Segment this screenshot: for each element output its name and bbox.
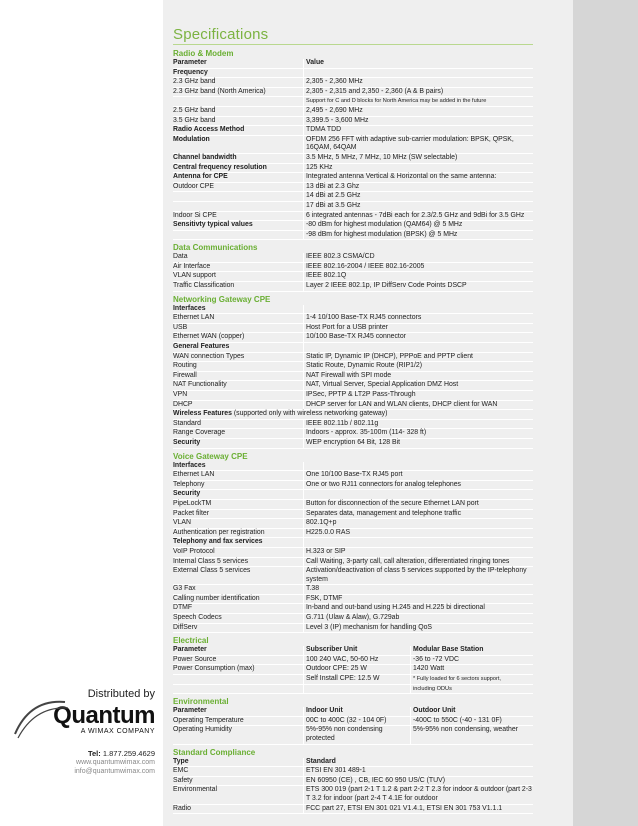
table-cell: DTMF bbox=[173, 604, 193, 612]
table-cell: -400C to 550C (-40 - 131 0F) bbox=[410, 717, 533, 726]
table-header-row bbox=[173, 646, 533, 656]
table-row bbox=[173, 164, 533, 174]
section-title: Radio & Modem bbox=[173, 49, 234, 58]
table-row bbox=[173, 585, 533, 595]
table-cell: WEP encryption 64 Bit, 128 Bit bbox=[303, 439, 533, 448]
table-row bbox=[173, 107, 533, 117]
table-row bbox=[173, 558, 533, 568]
table-cell: Sensitivty typical values bbox=[173, 221, 253, 229]
table-cell bbox=[173, 192, 303, 201]
table-cell: Separates data, management and telephone traffic bbox=[303, 510, 533, 519]
table-row bbox=[173, 777, 533, 787]
wireless-features-cell bbox=[173, 410, 533, 419]
distributed-by-label: Distributed by bbox=[87, 688, 155, 700]
table-cell: General Features bbox=[173, 343, 230, 351]
table-cell: Ethernet WAN (copper) bbox=[173, 333, 245, 341]
table-cell: 3,399.5 - 3,600 MHz bbox=[303, 117, 533, 126]
table-row bbox=[173, 510, 533, 520]
table-row bbox=[173, 614, 533, 624]
table-cell bbox=[173, 202, 303, 211]
table-row bbox=[173, 221, 533, 231]
table-cell: 2.3 GHz band bbox=[173, 78, 216, 86]
table-cell: H225.0.0 RAS bbox=[303, 529, 533, 538]
table-cell: 10/100 Base-TX RJ45 connector bbox=[303, 333, 533, 342]
table-cell: One or two RJ11 connectors for analog telephones bbox=[303, 481, 533, 490]
header-cell: Indoor Unit bbox=[303, 707, 410, 716]
header-cell: Subscriber Unit bbox=[303, 646, 410, 655]
table-row bbox=[173, 726, 533, 744]
table-cell: Interfaces bbox=[173, 304, 206, 312]
table-cell: Operating Humidity bbox=[173, 726, 232, 734]
table-row bbox=[173, 231, 533, 241]
tel-number: 1.877.259.4629 bbox=[102, 749, 155, 758]
section-title: Electrical bbox=[173, 636, 209, 646]
table-cell: Level 3 (IP) mechanism for handling QoS bbox=[303, 624, 533, 633]
table-cell: Outdoor CPE bbox=[173, 182, 214, 190]
table-cell: Static Route, Dynamic Route (RIP1/2) bbox=[303, 362, 533, 371]
table-cell: VoIP Protocol bbox=[173, 547, 215, 555]
table-cell: 1-4 10/100 Base-TX RJ45 connectors bbox=[303, 314, 533, 323]
table-row bbox=[173, 272, 533, 282]
table-cell: IPSec, PPTP & LT2P Pass-Through bbox=[303, 391, 533, 400]
table-row bbox=[173, 391, 533, 401]
table-row bbox=[173, 420, 533, 430]
table-cell: Security bbox=[173, 490, 201, 498]
table-cell: 5%-95% non condensing protected bbox=[303, 726, 410, 743]
table-cell: Interfaces bbox=[173, 461, 206, 469]
table-cell: Layer 2 IEEE 802.1p, IP DiffServ Code Points DSCP bbox=[303, 282, 533, 291]
table-cell: Host Port for a USB printer bbox=[303, 324, 533, 333]
table-row bbox=[173, 305, 533, 315]
table-row bbox=[173, 548, 533, 558]
table-row bbox=[173, 500, 533, 510]
table-cell: Air Interface bbox=[173, 262, 211, 270]
table-cell: IEEE 802.3 CSMA/CD bbox=[303, 253, 533, 262]
section-title: Data Communications bbox=[173, 243, 258, 253]
table-row bbox=[173, 343, 533, 353]
table-row bbox=[173, 192, 533, 202]
table-cell: VLAN bbox=[173, 519, 192, 527]
table-row bbox=[173, 183, 533, 193]
table-cell: 2.3 GHz band (North America) bbox=[173, 87, 266, 95]
spec-content bbox=[173, 46, 533, 814]
table-row bbox=[173, 202, 533, 212]
table-cell: -36 to -72 VDC bbox=[410, 656, 533, 665]
table-row bbox=[173, 381, 533, 391]
table-cell: IEEE 802.11b / 802.11g bbox=[303, 420, 533, 429]
section-title: Voice Gateway CPE bbox=[173, 451, 248, 461]
section-standard bbox=[173, 748, 533, 815]
table-cell: Routing bbox=[173, 362, 197, 370]
table-cell: USB bbox=[173, 323, 188, 331]
table-cell: 3.5 GHz band bbox=[173, 116, 216, 124]
table-row bbox=[173, 490, 533, 500]
table-cell: Telephony and fax services bbox=[173, 538, 263, 546]
sidebar bbox=[0, 0, 163, 826]
table-cell: 17 dBi at 3.5 GHz bbox=[303, 202, 533, 211]
table-row bbox=[173, 78, 533, 88]
table-cell: 13 dBi at 2.3 Ghz bbox=[303, 183, 533, 192]
table-row bbox=[173, 69, 533, 79]
right-margin-bar bbox=[573, 0, 638, 826]
table-cell: Antenna for CPE bbox=[173, 173, 228, 181]
table-row bbox=[173, 462, 533, 472]
table-row bbox=[173, 410, 533, 420]
table-cell bbox=[173, 97, 303, 106]
table-cell: 00C to 400C (32 - 104 0F) bbox=[303, 717, 410, 726]
table-row bbox=[173, 604, 533, 614]
table-cell: Calling number identification bbox=[173, 594, 260, 602]
table-row bbox=[173, 401, 533, 411]
table-row bbox=[173, 767, 533, 777]
table-cell: Firewall bbox=[173, 371, 197, 379]
table-row bbox=[173, 263, 533, 273]
table-row bbox=[173, 353, 533, 363]
tel-label: Tel: bbox=[87, 749, 101, 758]
header-cell: Parameter bbox=[173, 646, 207, 654]
table-cell: Range Coverage bbox=[173, 429, 226, 437]
header-cell: Type bbox=[173, 757, 189, 765]
table-cell bbox=[303, 538, 533, 547]
table-row bbox=[173, 253, 533, 263]
table-cell: FSK, DTMF bbox=[303, 595, 533, 604]
table-cell: Packet filter bbox=[173, 509, 209, 517]
table-cell: Frequency bbox=[173, 68, 208, 76]
section-radio bbox=[173, 49, 533, 240]
table-cell: NAT, Virtual Server, Special Application DMZ Host bbox=[303, 381, 533, 390]
brand-logo: Quantum bbox=[53, 702, 155, 729]
table-row bbox=[173, 97, 533, 107]
table-cell: Environmental bbox=[173, 786, 218, 794]
table-cell: Button for disconnection of the secure Ethernet LAN port bbox=[303, 500, 533, 509]
table-row bbox=[173, 439, 533, 449]
header-cell: Parameter bbox=[173, 707, 207, 715]
table-cell: Central frequency resolution bbox=[173, 163, 267, 171]
table-cell: 100 240 VAC, 50-60 Hz bbox=[303, 656, 410, 665]
table-cell: In-band and out-band using H.245 and H.225 bi directional bbox=[303, 604, 533, 613]
table-cell: Static IP, Dynamic IP (DHCP), PPPoE and PPTP client bbox=[303, 353, 533, 362]
table-cell: DHCP bbox=[173, 400, 193, 408]
table-cell: Telephony bbox=[173, 480, 205, 488]
table-row bbox=[173, 567, 533, 585]
table-cell: Modulation bbox=[173, 135, 210, 143]
table-cell: FCC part 27, ETSI EN 301 021 V1.4.1, ETSI EN 301 753 V1.1.1 bbox=[303, 805, 533, 814]
table-cell bbox=[303, 462, 533, 471]
table-cell: One 10/100 Base-TX RJ45 port bbox=[303, 471, 533, 480]
section-voice bbox=[173, 452, 533, 634]
table-cell: VLAN support bbox=[173, 272, 216, 280]
page-title: Specifications bbox=[173, 26, 269, 43]
table-cell: Radio bbox=[173, 804, 192, 812]
table-cell: -98 dBm for highest modulation (BPSK) @ 5 MHz bbox=[303, 231, 533, 240]
table-row bbox=[173, 362, 533, 372]
table-header-row bbox=[173, 59, 533, 69]
table-row bbox=[173, 595, 533, 605]
table-cell: Indoor Si CPE bbox=[173, 211, 217, 219]
table-cell: Security bbox=[173, 438, 201, 446]
table-cell: 2,305 - 2,315 and 2,350 - 2,360 (A & B pairs) bbox=[303, 88, 533, 97]
table-cell: Authentication per registration bbox=[173, 528, 265, 536]
table-cell: Power Source bbox=[173, 655, 217, 663]
table-cell: IEEE 802.16-2004 / IEEE 802.16-2005 bbox=[303, 263, 533, 272]
table-cell: WAN connection Types bbox=[173, 352, 245, 360]
table-cell: -80 dBm for highest modulation (QAM64) @ 5 MHz bbox=[303, 221, 533, 230]
table-cell: TDMA TDD bbox=[303, 126, 533, 135]
table-row bbox=[173, 805, 533, 815]
table-cell: DHCP server for LAN and WLAN clients, DHCP client for WAN bbox=[303, 401, 533, 410]
table-cell: 6 integrated antennas - 7dBi each for 2.3/2.5 GHz and 9dBi for 3.5 GHz bbox=[303, 212, 533, 221]
section-electrical bbox=[173, 636, 533, 694]
header-cell: Value bbox=[303, 59, 533, 68]
table-row bbox=[173, 173, 533, 183]
table-cell: * Fully loaded for 6 sectors support, bbox=[410, 675, 533, 684]
section-title: Environmental bbox=[173, 697, 229, 707]
table-row bbox=[173, 656, 533, 666]
table-cell: 2,495 - 2,690 MHz bbox=[303, 107, 533, 116]
table-cell bbox=[303, 343, 533, 352]
section-environmental bbox=[173, 697, 533, 744]
table-cell: External Class 5 services bbox=[173, 567, 251, 575]
table-cell: Radio Access Method bbox=[173, 126, 245, 134]
table-row bbox=[173, 333, 533, 343]
table-row bbox=[173, 126, 533, 136]
table-cell: Power Consumption (max) bbox=[173, 665, 255, 673]
table-cell: Call Waiting, 3-party call, call alteration, differentiated ringing tones bbox=[303, 558, 533, 567]
table-cell: Integrated antenna Vertical & Horizontal on the same antenna: bbox=[303, 173, 533, 182]
wireless-features-label: Wireless Features bbox=[173, 410, 232, 418]
table-row bbox=[173, 529, 533, 539]
table-cell bbox=[303, 685, 410, 694]
table-row bbox=[173, 717, 533, 727]
table-cell: G.711 (Ulaw & Alaw), G.729ab bbox=[303, 614, 533, 623]
table-cell: 2,305 - 2,360 MHz bbox=[303, 78, 533, 87]
table-cell: Self Install CPE: 12.5 W bbox=[303, 675, 410, 684]
table-cell: PipeLockTM bbox=[173, 499, 212, 507]
table-row bbox=[173, 154, 533, 164]
table-cell: Internal Class 5 services bbox=[173, 557, 249, 565]
table-cell: Safety bbox=[173, 776, 193, 784]
table-row bbox=[173, 685, 533, 695]
table-cell: T.38 bbox=[303, 585, 533, 594]
table-row bbox=[173, 282, 533, 292]
table-cell: Standard bbox=[173, 419, 201, 427]
table-cell: OFDM 256 FFT with adaptive sub-carrier modulation: BPSK, QPSK, 16QAM, 64QAM bbox=[303, 136, 533, 153]
table-cell: H.323 or SIP bbox=[303, 548, 533, 557]
table-cell: EMC bbox=[173, 767, 189, 775]
table-row bbox=[173, 117, 533, 127]
table-row bbox=[173, 624, 533, 634]
wireless-features-note: (supported only with wireless networking gateway) bbox=[231, 410, 388, 418]
table-row bbox=[173, 786, 533, 804]
website-link[interactable]: www.quantumwimax.com bbox=[76, 759, 155, 766]
table-row bbox=[173, 88, 533, 98]
table-cell: 3.5 MHz, 5 MHz, 7 MHz, 10 MHz (SW selectable) bbox=[303, 154, 533, 163]
table-header-row bbox=[173, 758, 533, 768]
swoosh-logo-icon bbox=[10, 694, 70, 744]
table-cell: VPN bbox=[173, 391, 188, 398]
table-cell: Ethernet LAN bbox=[173, 471, 215, 479]
table-row bbox=[173, 136, 533, 154]
table-row bbox=[173, 481, 533, 491]
table-cell: DiffServ bbox=[173, 623, 198, 631]
header-cell: Modular Base Station bbox=[410, 646, 533, 655]
table-header-row bbox=[173, 707, 533, 717]
table-row bbox=[173, 372, 533, 382]
distributor-block bbox=[10, 688, 155, 776]
table-cell: ETS 300 019 (part 2-1 T 1.2 & part 2-2 T 2.3 for indoor & outdoor (part 2-3 T 3.2 for indoor (part 2-4 T 4.1E for outdoor bbox=[303, 786, 533, 803]
table-cell: Operating Temperature bbox=[173, 716, 244, 724]
table-cell bbox=[173, 675, 303, 684]
table-row bbox=[173, 212, 533, 222]
brand-tagline: A WIMAX COMPANY bbox=[80, 728, 155, 735]
section-title: Networking Gateway CPE bbox=[173, 294, 271, 304]
table-cell: Traffic Classification bbox=[173, 282, 235, 290]
table-row bbox=[173, 314, 533, 324]
table-cell: 1420 Watt bbox=[410, 665, 533, 674]
phone-line bbox=[10, 749, 155, 758]
title-divider bbox=[173, 44, 533, 45]
table-cell bbox=[303, 490, 533, 499]
table-cell: NAT Firewall with SPI mode bbox=[303, 372, 533, 381]
table-row bbox=[173, 471, 533, 481]
table-cell: 14 dBi at 2.5 GHz bbox=[303, 192, 533, 201]
section-data_comm bbox=[173, 243, 533, 291]
table-row bbox=[173, 538, 533, 548]
table-cell: 2.5 GHz band bbox=[173, 106, 216, 114]
table-cell bbox=[303, 305, 533, 314]
table-cell bbox=[303, 69, 533, 78]
table-row bbox=[173, 519, 533, 529]
header-cell: Outdoor Unit bbox=[410, 707, 533, 716]
table-cell: NAT Functionality bbox=[173, 381, 227, 389]
table-cell: including ODUs bbox=[410, 685, 533, 694]
table-cell: Outdoor CPE: 25 W bbox=[303, 665, 410, 674]
email-link[interactable]: info@quantumwimax.com bbox=[74, 768, 155, 775]
table-cell: EN 60950 (CE) , CB, IEC 60 950 US/C (TUV) bbox=[303, 777, 533, 786]
table-row bbox=[173, 429, 533, 439]
table-cell: Indoors - approx. 35-100m (114- 328 ft) bbox=[303, 429, 533, 438]
table-row bbox=[173, 675, 533, 685]
table-cell: ETSI EN 301 489-1 bbox=[303, 767, 533, 776]
table-cell: Support for C and D blocks for North America may be added in the future bbox=[303, 97, 533, 106]
header-cell: Standard bbox=[303, 758, 533, 767]
table-row bbox=[173, 665, 533, 675]
table-cell: Ethernet LAN bbox=[173, 314, 215, 322]
table-cell bbox=[173, 231, 303, 240]
table-cell: 802.1Q+p bbox=[303, 519, 533, 528]
table-row bbox=[173, 324, 533, 334]
section-gateway bbox=[173, 295, 533, 449]
table-cell: 5%-95% non condensing, weather bbox=[410, 726, 533, 743]
table-cell: 125 KHz bbox=[303, 164, 533, 173]
table-cell: Speech Codecs bbox=[173, 614, 222, 622]
table-cell: Activation/deactivation of class 5 services supported by the IP-telephony system bbox=[303, 567, 533, 584]
table-cell: G3 Fax bbox=[173, 585, 196, 593]
table-cell: IEEE 802.1Q bbox=[303, 272, 533, 281]
table-cell bbox=[173, 685, 303, 694]
section-title: Standard Compliance bbox=[173, 747, 256, 757]
header-cell: Parameter bbox=[173, 59, 207, 66]
table-cell: Channel bandwidth bbox=[173, 153, 237, 161]
table-cell: Data bbox=[173, 253, 188, 261]
